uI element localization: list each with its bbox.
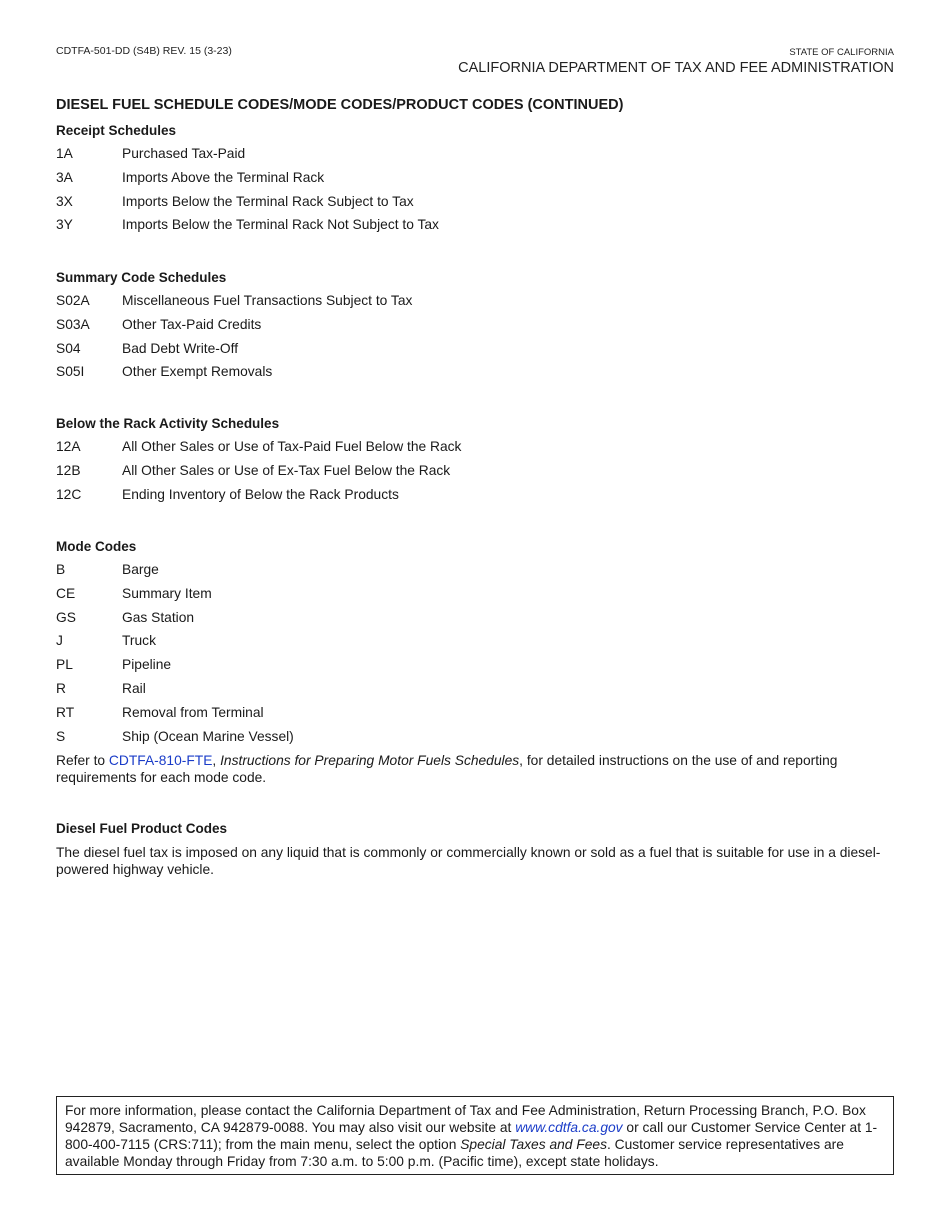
code: S04 — [56, 340, 81, 356]
code: 12C — [56, 486, 82, 502]
code: 12A — [56, 439, 81, 454]
list-item — [56, 317, 896, 341]
code: J — [56, 633, 63, 649]
list-item — [56, 194, 896, 218]
form-id: CDTFA-501-DD (S4B) REV. 15 (3-23) — [56, 45, 232, 57]
description: Ship (Ocean Marine Vessel) — [122, 728, 294, 744]
website-link[interactable]: www.cdtfa.ca.gov — [515, 1120, 623, 1135]
list-item — [56, 657, 896, 681]
list-item — [56, 463, 896, 487]
code: 3A — [56, 169, 73, 185]
list-item — [56, 586, 896, 610]
mode-codes-section — [56, 538, 896, 786]
section-heading: Diesel Fuel Product Codes — [56, 821, 228, 836]
code: PL — [56, 657, 73, 673]
description: Ending Inventory of Below the Rack Products — [122, 486, 399, 502]
section-heading: Below the Rack Activity Schedules — [56, 416, 280, 431]
note-comma: , — [212, 753, 221, 769]
publication-title: Instructions for Preparing Motor Fuels Schedules — [220, 753, 520, 769]
code: RT — [56, 704, 75, 720]
code: GS — [56, 609, 76, 625]
description: Imports Above the Terminal Rack — [122, 169, 325, 185]
contact-info-box — [56, 1096, 894, 1175]
list-item — [56, 341, 896, 365]
description: Imports Below the Terminal Rack Subject to Tax — [122, 193, 414, 209]
list-item — [56, 610, 896, 634]
receipt-schedules-section — [56, 122, 896, 241]
list-item — [56, 633, 896, 657]
section-heading: Receipt Schedules — [56, 123, 177, 138]
description: Imports Below the Terminal Rack Not Subject to Tax — [122, 217, 439, 233]
code: S — [56, 728, 66, 744]
description: Other Exempt Removals — [122, 364, 273, 380]
list-item — [56, 487, 896, 511]
description: Truck — [122, 633, 156, 649]
page-title: DIESEL FUEL SCHEDULE CODES/MODE CODES/PRODUCT CODES (CONTINUED) — [56, 97, 624, 113]
code: CE — [56, 585, 76, 601]
code: 3X — [56, 193, 73, 209]
agency-name: CALIFORNIA DEPARTMENT OF TAX AND FEE ADMINISTRATION — [458, 60, 894, 76]
info-text-3: . Customer service representatives are available Monday through Friday from 7:30 a.m. to 5:00 p.m. (Pacific time), except state holidays. — [65, 1137, 844, 1169]
list-item — [56, 681, 896, 705]
description: Removal from Terminal — [122, 704, 264, 720]
code: 12B — [56, 462, 81, 478]
list-item — [56, 364, 896, 388]
code: B — [56, 562, 66, 577]
description: Pipeline — [122, 657, 172, 673]
cdtfa-810-fte-link[interactable]: CDTFA-810-FTE — [108, 753, 213, 769]
description: All Other Sales or Use of Ex-Tax Fuel Below the Rack — [122, 462, 451, 478]
description: Rail — [122, 680, 146, 696]
state-label: STATE OF CALIFORNIA — [789, 47, 894, 58]
code: S02A — [56, 293, 90, 308]
code: S03A — [56, 316, 90, 332]
product-codes-section — [56, 820, 896, 878]
info-text-1: For more information, please contact the California Department of Tax and Fee Administration, Return Processing Branch, P.O. Box 942879, Sacramento, CA 942879-0088. You may also visit our website at — [65, 1103, 866, 1135]
code: R — [56, 680, 66, 696]
list-item — [56, 170, 896, 194]
code: 3Y — [56, 217, 73, 233]
description: Gas Station — [122, 609, 195, 625]
product-description: The diesel fuel tax is imposed on any liquid that is commonly or commercially known or sold as a fuel that is suitable for use in a diesel-powered highway vehicle. — [56, 845, 881, 877]
note-suffix: , for detailed instructions on the use of and reporting requirements for each mode code. — [56, 753, 838, 786]
code: S05I — [56, 364, 85, 380]
note-prefix: Refer to — [56, 753, 109, 769]
description: Miscellaneous Fuel Transactions Subject to Tax — [122, 293, 413, 308]
info-text-2: or call our Customer Service Center at 1-800-400-7115 (CRS:711); from the main menu, select the option — [65, 1120, 878, 1152]
list-item — [56, 729, 896, 753]
description: Barge — [122, 562, 159, 577]
list-item — [56, 217, 896, 241]
menu-option: Special Taxes and Fees — [460, 1137, 607, 1152]
list-item — [56, 146, 896, 170]
description: All Other Sales or Use of Tax-Paid Fuel Below the Rack — [122, 439, 462, 454]
list-item — [56, 705, 896, 729]
code: 1A — [56, 146, 73, 161]
description: Other Tax-Paid Credits — [122, 316, 262, 332]
section-heading: Mode Codes — [56, 539, 137, 554]
list-item — [56, 439, 896, 463]
description: Purchased Tax-Paid — [122, 146, 246, 161]
description: Summary Item — [122, 585, 212, 601]
list-item — [56, 293, 896, 317]
below-rack-section — [56, 415, 896, 510]
description: Bad Debt Write-Off — [122, 340, 239, 356]
list-item — [56, 562, 896, 586]
section-heading: Summary Code Schedules — [56, 270, 227, 285]
summary-schedules-section — [56, 269, 896, 388]
mode-codes-note — [56, 752, 896, 786]
